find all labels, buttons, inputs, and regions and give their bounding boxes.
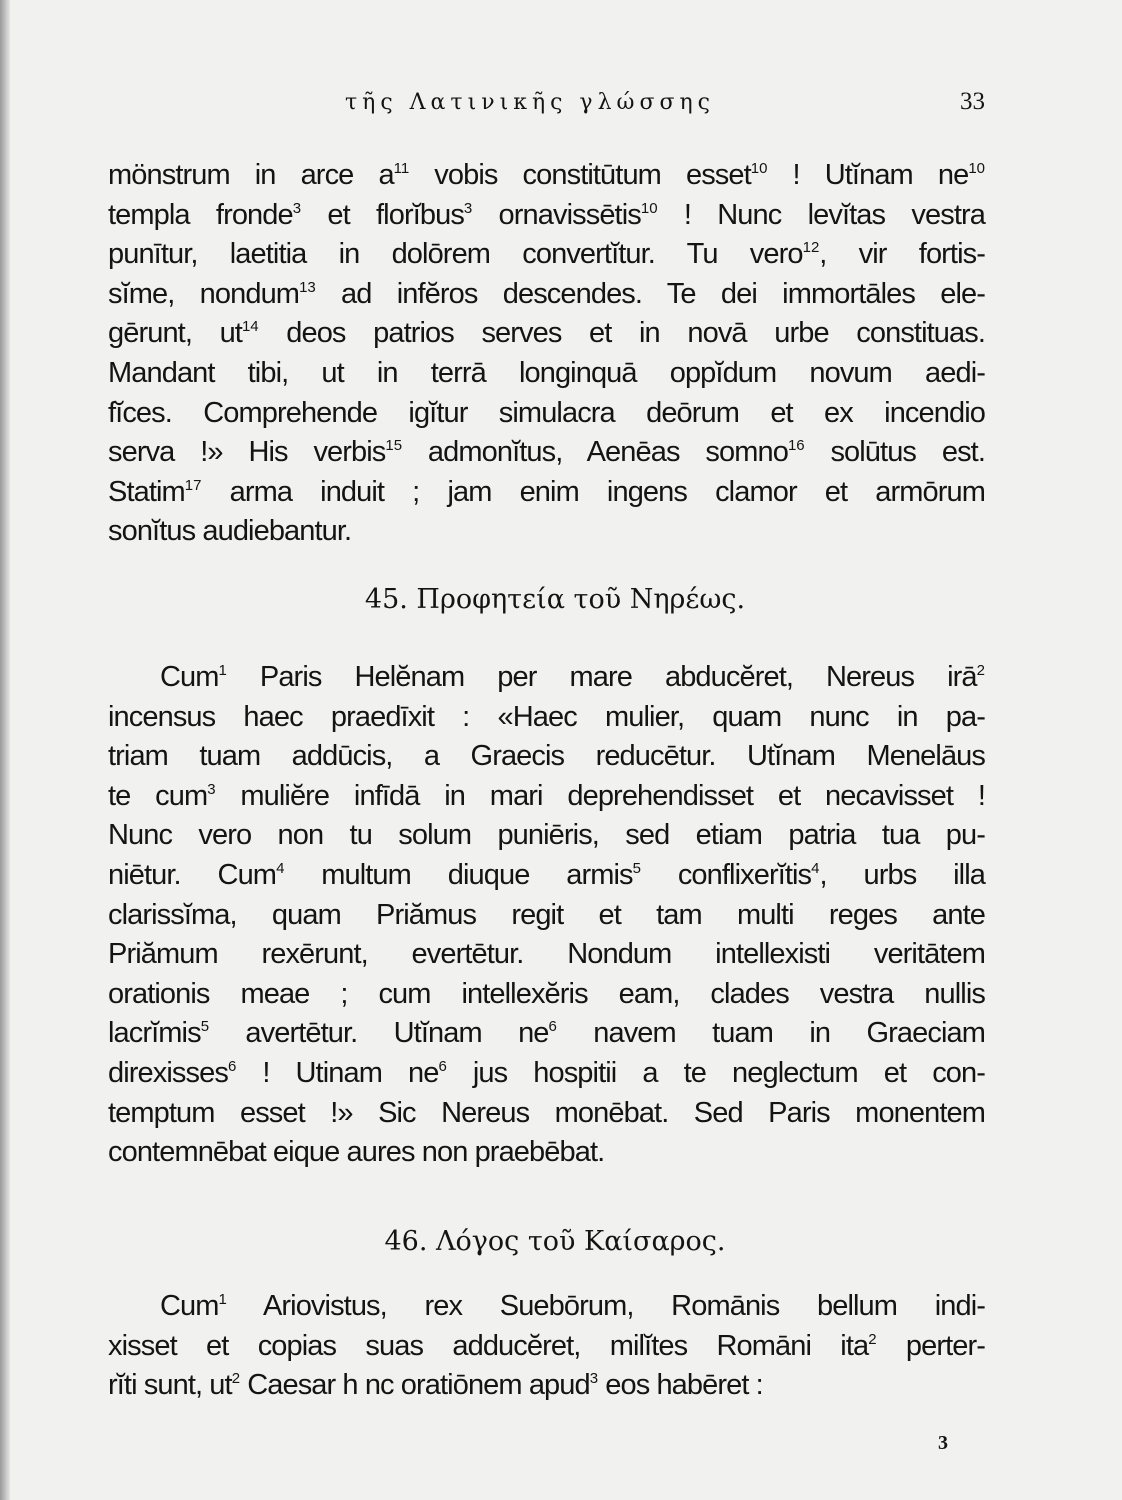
text-run: multum diuque armis xyxy=(284,858,633,891)
text-run: et florĭbus xyxy=(301,198,464,231)
text-run: serva !» His verbis xyxy=(108,436,386,469)
text-run: ! Nunc levĭtas vestra xyxy=(657,198,985,231)
text-run: sĭme, nondum xyxy=(108,277,300,310)
text-run: Ariovistus, rex Suebōrum, Romānis bellum indi- xyxy=(226,1290,985,1322)
footnote-marker: 3 xyxy=(292,199,302,217)
text-run: Cum xyxy=(160,661,219,693)
footnote-marker: 10 xyxy=(640,199,658,217)
text-run: rĭti sunt, ut xyxy=(108,1369,232,1402)
text-line xyxy=(108,314,985,354)
footnote-marker: 6 xyxy=(548,1018,557,1036)
running-head xyxy=(0,86,1122,122)
text-run: navem tuam in Graeciam xyxy=(556,1017,985,1050)
text-run: Priămum rexērunt, evertētur. Nondum intellexisti veritātem xyxy=(108,938,985,971)
footnote-marker: 5 xyxy=(200,1018,210,1036)
footnote-marker: 12 xyxy=(802,239,820,257)
running-head-title: τῆς Λατινικῆς γλώσσης xyxy=(344,90,716,115)
text-run: Paris Helĕnam per mare abducĕret, Nereus irā xyxy=(226,661,977,693)
text-line xyxy=(108,1133,985,1173)
text-run: conflixerĭtis xyxy=(640,858,812,891)
text-run: xisset et copias suas adducĕret, milĭtes Romāni ita xyxy=(108,1329,869,1362)
text-run: muliĕre infīdā in mari deprehendisset et necavisset ! xyxy=(215,779,985,812)
text-run: , vir fortis- xyxy=(819,238,985,271)
footnote-marker: 10 xyxy=(750,160,768,177)
text-run: triam tuam addūcis, a Graecis reducētur. Utĭnam Menelāus xyxy=(108,740,985,773)
text-line xyxy=(108,354,985,394)
text-run: arma induit ; jam enim ingens clamor et armōrum xyxy=(201,475,985,508)
footnote-marker: 3 xyxy=(589,1370,599,1388)
footnote-marker: 11 xyxy=(393,160,410,177)
text-run: Cum xyxy=(160,1290,219,1322)
footnote-marker: 16 xyxy=(787,437,805,455)
text-run: admonĭtus, Aenēas somno xyxy=(402,436,788,469)
text-run: ad infĕros descendes. Te dei immortāles ele- xyxy=(315,277,985,310)
text-line xyxy=(108,235,985,275)
text-run: perter- xyxy=(876,1329,985,1362)
text-run: vobis constitūtum esset xyxy=(409,159,751,191)
text-run: eos habēret : xyxy=(598,1369,763,1402)
footnote-marker: 4 xyxy=(276,859,285,877)
paragraph-45 xyxy=(108,658,985,1173)
footnote-marker: 4 xyxy=(811,859,820,877)
footnote-marker: 10 xyxy=(968,160,985,177)
text-run: te cum xyxy=(108,779,208,812)
text-line xyxy=(108,1014,985,1054)
section-heading-46: 46. Λόγος τοῦ Καίσαρος. xyxy=(384,1226,726,1257)
text-line xyxy=(108,975,985,1015)
text-run: orationis meae ; cum intellexĕris eam, clades vestra nullis xyxy=(108,977,985,1010)
text-run: Nunc vero non tu solum puniēris, sed etiam patria tua pu- xyxy=(108,819,985,852)
text-run: sonĭtus audiebantur. xyxy=(108,515,352,548)
signature-mark: 3 xyxy=(938,1432,948,1454)
text-line xyxy=(108,935,985,975)
text-line xyxy=(108,473,985,513)
section-heading-45: 45. Προφητεία τοῦ Νηρέως. xyxy=(364,584,746,615)
text-run: mönstrum in arce a xyxy=(108,159,394,191)
footnote-marker: 3 xyxy=(463,199,473,217)
text-run: niētur. Cum xyxy=(108,858,277,891)
footnote-marker: 1 xyxy=(218,1291,227,1308)
footnote-marker: 6 xyxy=(227,1057,237,1075)
text-run: deos patrios serves et in novā urbe constituas. xyxy=(258,317,985,350)
text-run: jus hospitii a te neglectum et con- xyxy=(446,1056,986,1089)
page-number: 33 xyxy=(960,88,985,115)
text-run: direxisses xyxy=(108,1056,228,1089)
text-run: templa fronde xyxy=(108,198,293,231)
text-line xyxy=(108,896,985,936)
text-line xyxy=(108,737,985,777)
footnote-marker: 13 xyxy=(299,278,316,296)
footnote-marker: 2 xyxy=(868,1330,877,1348)
text-run: Statim xyxy=(108,475,185,508)
footnote-marker: 17 xyxy=(184,476,202,494)
footnote-marker: 2 xyxy=(976,662,985,679)
text-run: punītur, laetitia in dolōrem convertĭtur. Tu vero xyxy=(108,238,803,271)
text-line xyxy=(108,1094,985,1134)
footnote-marker: 5 xyxy=(632,859,641,877)
text-line xyxy=(108,156,985,196)
text-run: avertētur. Utĭnam ne xyxy=(209,1017,549,1050)
text-run: solūtus est. xyxy=(804,436,985,469)
text-line xyxy=(108,1327,985,1367)
footnote-marker: 3 xyxy=(207,780,216,798)
paragraph-continuation xyxy=(108,156,985,552)
text-run: lacrĭmis xyxy=(108,1017,201,1050)
text-line xyxy=(108,698,985,738)
text-line xyxy=(108,777,985,817)
text-line xyxy=(108,658,985,698)
text-run: Caesar h nc oratiōnem apud xyxy=(240,1369,590,1402)
text-run: gērunt, ut xyxy=(108,317,242,350)
text-run: contemnēbat eique aures non praebēbat. xyxy=(108,1136,605,1169)
text-line xyxy=(108,816,985,856)
text-run: Mandant tibi, ut in terrā longinquā oppĭdum novum aedi- xyxy=(108,356,985,389)
text-run: clarissĭma, quam Priămus regit et tam multi reges ante xyxy=(108,898,985,931)
text-run: ! Utĭnam ne xyxy=(767,159,969,191)
text-line xyxy=(108,394,985,434)
text-line xyxy=(108,1366,985,1406)
text-run: ornavissētis xyxy=(472,198,641,231)
text-line xyxy=(108,433,985,473)
text-line xyxy=(108,1287,985,1327)
paragraph-46 xyxy=(108,1287,985,1406)
footnote-marker: 15 xyxy=(385,437,403,455)
text-run: incensus haec praedīxit : «Haec mulier, quam nunc in pa- xyxy=(108,700,985,733)
text-line xyxy=(108,856,985,896)
footnote-marker: 14 xyxy=(241,318,259,336)
footnote-marker: 2 xyxy=(231,1370,241,1388)
text-run: temptum esset !» Sic Nereus monēbat. Sed Paris monentem xyxy=(108,1096,985,1129)
text-run: , urbs illa xyxy=(819,858,985,891)
text-line xyxy=(108,1054,985,1094)
text-run: fĭces. Comprehende igĭtur simulacra deōrum et ex incendio xyxy=(108,396,985,429)
text-run: ! Utinam ne xyxy=(236,1056,439,1089)
footnote-marker: 1 xyxy=(218,662,227,679)
page-edge-shadow xyxy=(0,0,10,1500)
text-line xyxy=(108,196,985,236)
text-line xyxy=(108,275,985,315)
footnote-marker: 6 xyxy=(438,1057,447,1075)
text-line xyxy=(108,512,985,552)
